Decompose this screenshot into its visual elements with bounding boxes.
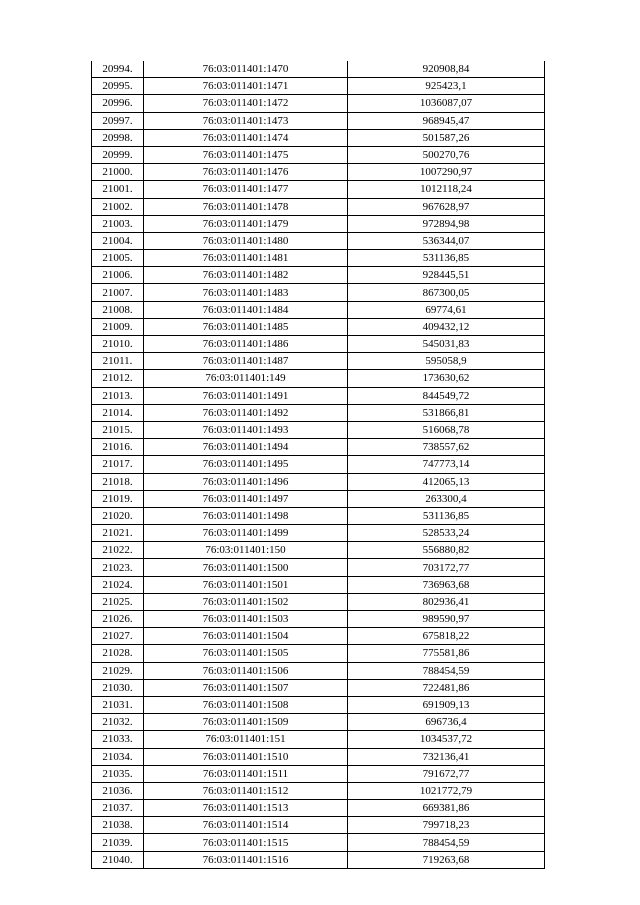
table-row	[92, 593, 545, 610]
table-row	[92, 112, 545, 129]
table-row	[92, 782, 545, 799]
cadastral-number-cell: 76:03:011401:1501	[144, 576, 348, 593]
row-number-cell: 21037.	[92, 800, 144, 817]
cadastral-number-cell: 76:03:011401:1504	[144, 628, 348, 645]
table-body	[92, 61, 545, 868]
row-number-cell: 21035.	[92, 765, 144, 782]
table-row	[92, 421, 545, 438]
table-row	[92, 473, 545, 490]
row-number-cell: 21025.	[92, 593, 144, 610]
cadastral-number-cell: 76:03:011401:1471	[144, 78, 348, 95]
table-row	[92, 336, 545, 353]
row-number-cell: 21032.	[92, 714, 144, 731]
cadastral-value-cell: 412065,13	[348, 473, 545, 490]
cadastral-number-cell: 76:03:011401:1492	[144, 404, 348, 421]
cadastral-value-table	[91, 61, 545, 869]
cadastral-value-cell: 1007290,97	[348, 164, 545, 181]
cadastral-value-cell: 545031,83	[348, 336, 545, 353]
table-row	[92, 507, 545, 524]
cadastral-value-cell: 844549,72	[348, 387, 545, 404]
row-number-cell: 21022.	[92, 542, 144, 559]
cadastral-value-cell: 696736,4	[348, 714, 545, 731]
cadastral-value-cell: 928445,51	[348, 267, 545, 284]
cadastral-number-cell: 76:03:011401:1511	[144, 765, 348, 782]
row-number-cell: 21005.	[92, 250, 144, 267]
row-number-cell: 21024.	[92, 576, 144, 593]
cadastral-number-cell: 76:03:011401:1494	[144, 439, 348, 456]
table-row	[92, 576, 545, 593]
cadastral-value-cell: 719263,68	[348, 851, 545, 868]
row-number-cell: 21031.	[92, 696, 144, 713]
row-number-cell: 20999.	[92, 146, 144, 163]
table-row	[92, 456, 545, 473]
cadastral-value-cell: 788454,59	[348, 662, 545, 679]
cadastral-value-cell: 967628,97	[348, 198, 545, 215]
cadastral-number-cell: 76:03:011401:1508	[144, 696, 348, 713]
row-number-cell: 21017.	[92, 456, 144, 473]
cadastral-number-cell: 76:03:011401:1497	[144, 490, 348, 507]
row-number-cell: 21034.	[92, 748, 144, 765]
row-number-cell: 21000.	[92, 164, 144, 181]
table-row	[92, 78, 545, 95]
cadastral-value-cell: 775581,86	[348, 645, 545, 662]
row-number-cell: 21036.	[92, 782, 144, 799]
row-number-cell: 21010.	[92, 336, 144, 353]
row-number-cell: 21014.	[92, 404, 144, 421]
row-number-cell: 21002.	[92, 198, 144, 215]
cadastral-value-cell: 920908,84	[348, 61, 545, 78]
cadastral-value-cell: 1036087,07	[348, 95, 545, 112]
table-row	[92, 525, 545, 542]
cadastral-number-cell: 76:03:011401:1509	[144, 714, 348, 731]
cadastral-value-cell: 516068,78	[348, 421, 545, 438]
cadastral-value-cell: 1034537,72	[348, 731, 545, 748]
row-number-cell: 21021.	[92, 525, 144, 542]
cadastral-number-cell: 76:03:011401:1514	[144, 817, 348, 834]
table-row	[92, 146, 545, 163]
cadastral-number-cell: 76:03:011401:1502	[144, 593, 348, 610]
table-row	[92, 215, 545, 232]
row-number-cell: 21023.	[92, 559, 144, 576]
cadastral-number-cell: 76:03:011401:1483	[144, 284, 348, 301]
row-number-cell: 21008.	[92, 301, 144, 318]
table-row	[92, 318, 545, 335]
cadastral-number-cell: 76:03:011401:1473	[144, 112, 348, 129]
cadastral-number-cell: 76:03:011401:150	[144, 542, 348, 559]
cadastral-number-cell: 76:03:011401:1498	[144, 507, 348, 524]
cadastral-value-cell: 791672,77	[348, 765, 545, 782]
row-number-cell: 21039.	[92, 834, 144, 851]
cadastral-number-cell: 76:03:011401:1505	[144, 645, 348, 662]
row-number-cell: 21001.	[92, 181, 144, 198]
cadastral-number-cell: 76:03:011401:149	[144, 370, 348, 387]
cadastral-value-cell: 691909,13	[348, 696, 545, 713]
cadastral-number-cell: 76:03:011401:1487	[144, 353, 348, 370]
row-number-cell: 20995.	[92, 78, 144, 95]
cadastral-value-cell: 531136,85	[348, 250, 545, 267]
cadastral-number-cell: 76:03:011401:1474	[144, 129, 348, 146]
cadastral-value-cell: 1021772,79	[348, 782, 545, 799]
cadastral-number-cell: 76:03:011401:1480	[144, 232, 348, 249]
cadastral-value-cell: 968945,47	[348, 112, 545, 129]
table-row	[92, 851, 545, 868]
table-row	[92, 800, 545, 817]
row-number-cell: 20994.	[92, 61, 144, 78]
cadastral-number-cell: 76:03:011401:1512	[144, 782, 348, 799]
cadastral-value-cell: 732136,41	[348, 748, 545, 765]
table-row	[92, 696, 545, 713]
table-row	[92, 662, 545, 679]
cadastral-value-cell: 736963,68	[348, 576, 545, 593]
cadastral-number-cell: 76:03:011401:1475	[144, 146, 348, 163]
table-row	[92, 559, 545, 576]
row-number-cell: 20998.	[92, 129, 144, 146]
table-row	[92, 817, 545, 834]
table-row	[92, 387, 545, 404]
row-number-cell: 20997.	[92, 112, 144, 129]
table-row	[92, 250, 545, 267]
row-number-cell: 20996.	[92, 95, 144, 112]
row-number-cell: 21033.	[92, 731, 144, 748]
table-row	[92, 95, 545, 112]
cadastral-number-cell: 76:03:011401:1515	[144, 834, 348, 851]
cadastral-value-cell: 500270,76	[348, 146, 545, 163]
cadastral-value-cell: 925423,1	[348, 78, 545, 95]
table-row	[92, 232, 545, 249]
cadastral-number-cell: 76:03:011401:1477	[144, 181, 348, 198]
cadastral-number-cell: 76:03:011401:1482	[144, 267, 348, 284]
cadastral-value-cell: 501587,26	[348, 129, 545, 146]
row-number-cell: 21019.	[92, 490, 144, 507]
table-row	[92, 353, 545, 370]
table-row	[92, 834, 545, 851]
row-number-cell: 21027.	[92, 628, 144, 645]
cadastral-number-cell: 76:03:011401:1510	[144, 748, 348, 765]
table-row	[92, 611, 545, 628]
cadastral-value-cell: 972894,98	[348, 215, 545, 232]
table-row	[92, 198, 545, 215]
cadastral-value-cell: 747773,14	[348, 456, 545, 473]
row-number-cell: 21038.	[92, 817, 144, 834]
table-row	[92, 267, 545, 284]
cadastral-value-cell: 675818,22	[348, 628, 545, 645]
row-number-cell: 21028.	[92, 645, 144, 662]
row-number-cell: 21029.	[92, 662, 144, 679]
table-row	[92, 490, 545, 507]
table-row	[92, 164, 545, 181]
table-row	[92, 370, 545, 387]
cadastral-number-cell: 76:03:011401:1513	[144, 800, 348, 817]
table-row	[92, 284, 545, 301]
cadastral-number-cell: 76:03:011401:151	[144, 731, 348, 748]
cadastral-value-cell: 738557,62	[348, 439, 545, 456]
cadastral-value-cell: 989590,97	[348, 611, 545, 628]
table-row	[92, 645, 545, 662]
cadastral-value-cell: 867300,05	[348, 284, 545, 301]
cadastral-value-cell: 669381,86	[348, 800, 545, 817]
cadastral-value-cell: 531866,81	[348, 404, 545, 421]
table-row	[92, 439, 545, 456]
cadastral-value-cell: 703172,77	[348, 559, 545, 576]
table-row	[92, 542, 545, 559]
row-number-cell: 21012.	[92, 370, 144, 387]
cadastral-value-cell: 802936,41	[348, 593, 545, 610]
cadastral-value-cell: 722481,86	[348, 679, 545, 696]
table-row	[92, 628, 545, 645]
row-number-cell: 21007.	[92, 284, 144, 301]
table-row	[92, 129, 545, 146]
row-number-cell: 21004.	[92, 232, 144, 249]
cadastral-value-cell: 788454,59	[348, 834, 545, 851]
cadastral-value-cell: 531136,85	[348, 507, 545, 524]
row-number-cell: 21016.	[92, 439, 144, 456]
cadastral-value-cell: 556880,82	[348, 542, 545, 559]
cadastral-number-cell: 76:03:011401:1485	[144, 318, 348, 335]
cadastral-number-cell: 76:03:011401:1472	[144, 95, 348, 112]
table-row	[92, 748, 545, 765]
cadastral-number-cell: 76:03:011401:1496	[144, 473, 348, 490]
cadastral-value-cell: 263300,4	[348, 490, 545, 507]
row-number-cell: 21009.	[92, 318, 144, 335]
cadastral-number-cell: 76:03:011401:1493	[144, 421, 348, 438]
table-row	[92, 404, 545, 421]
cadastral-number-cell: 76:03:011401:1476	[144, 164, 348, 181]
table-row	[92, 679, 545, 696]
row-number-cell: 21040.	[92, 851, 144, 868]
table-row	[92, 714, 545, 731]
row-number-cell: 21026.	[92, 611, 144, 628]
cadastral-number-cell: 76:03:011401:1491	[144, 387, 348, 404]
cadastral-value-cell: 409432,12	[348, 318, 545, 335]
cadastral-value-cell: 799718,23	[348, 817, 545, 834]
cadastral-number-cell: 76:03:011401:1503	[144, 611, 348, 628]
cadastral-value-cell: 595058,9	[348, 353, 545, 370]
cadastral-number-cell: 76:03:011401:1516	[144, 851, 348, 868]
row-number-cell: 21013.	[92, 387, 144, 404]
cadastral-number-cell: 76:03:011401:1481	[144, 250, 348, 267]
cadastral-value-cell: 1012118,24	[348, 181, 545, 198]
cadastral-value-cell: 536344,07	[348, 232, 545, 249]
cadastral-number-cell: 76:03:011401:1495	[144, 456, 348, 473]
row-number-cell: 21015.	[92, 421, 144, 438]
table-row	[92, 181, 545, 198]
cadastral-number-cell: 76:03:011401:1486	[144, 336, 348, 353]
cadastral-value-cell: 528533,24	[348, 525, 545, 542]
row-number-cell: 21011.	[92, 353, 144, 370]
cadastral-number-cell: 76:03:011401:1470	[144, 61, 348, 78]
cadastral-number-cell: 76:03:011401:1500	[144, 559, 348, 576]
row-number-cell: 21006.	[92, 267, 144, 284]
cadastral-number-cell: 76:03:011401:1478	[144, 198, 348, 215]
table-row	[92, 301, 545, 318]
row-number-cell: 21003.	[92, 215, 144, 232]
row-number-cell: 21030.	[92, 679, 144, 696]
cadastral-number-cell: 76:03:011401:1479	[144, 215, 348, 232]
cadastral-value-cell: 69774,61	[348, 301, 545, 318]
cadastral-number-cell: 76:03:011401:1484	[144, 301, 348, 318]
cadastral-number-cell: 76:03:011401:1507	[144, 679, 348, 696]
cadastral-number-cell: 76:03:011401:1499	[144, 525, 348, 542]
row-number-cell: 21018.	[92, 473, 144, 490]
table-row	[92, 765, 545, 782]
table-row	[92, 61, 545, 78]
cadastral-value-cell: 173630,62	[348, 370, 545, 387]
cadastral-number-cell: 76:03:011401:1506	[144, 662, 348, 679]
table-row	[92, 731, 545, 748]
row-number-cell: 21020.	[92, 507, 144, 524]
